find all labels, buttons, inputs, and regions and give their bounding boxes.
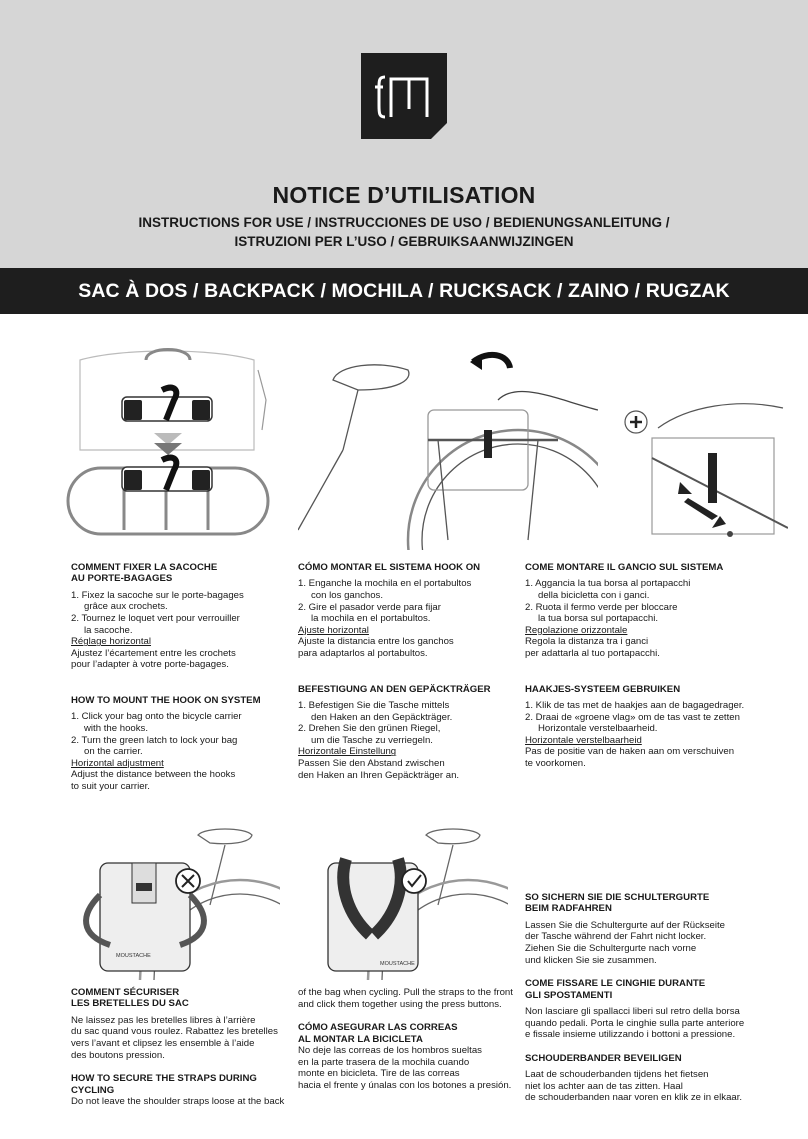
fr-sub: Réglage horizontal bbox=[71, 636, 152, 648]
es-step1b: con los ganchos. bbox=[311, 590, 383, 601]
s2-de-text2: der Tasche während der Fahrt nicht locker. bbox=[525, 931, 707, 943]
s2-it-heading2: GLI SPOSTAMENTI bbox=[525, 989, 613, 1001]
section1-col2 bbox=[298, 562, 513, 781]
de-step1b: den Haken an den Gepäckträger. bbox=[311, 711, 453, 723]
it-heading: COME MONTARE IL GANCIO SUL SISTEMA bbox=[525, 562, 724, 573]
s2-nl-heading: SCHOUDERBANDER BEVEILIGEN bbox=[525, 1052, 682, 1064]
straps-secured-illustration bbox=[298, 825, 508, 980]
en-step2a: 2. Turn the green latch to lock your bag bbox=[71, 734, 238, 746]
s2-it-text3: e fissale insieme utilizzando i bottoni a pressione. bbox=[525, 1029, 736, 1041]
header bbox=[0, 0, 808, 268]
fr-text2: pour l’adapter à votre porte-bagages. bbox=[71, 659, 229, 671]
section-band: SAC À DOS / BACKPACK / MOCHILA / RUCKSACK / ZAINO / RUGZAK bbox=[0, 268, 808, 314]
fr-text1: Ajustez l’écartement entre les crochets bbox=[71, 647, 236, 659]
s2-nl-text3: de schouderbanden naar voren en klik ze in elkaar. bbox=[525, 1092, 743, 1104]
fr-step2b: la sacoche. bbox=[84, 624, 133, 636]
de-step2b: um die Tasche zu verriegeln. bbox=[311, 734, 433, 746]
s2-fr-text1: Ne laissez pas les bretelles libres à l’arrière bbox=[71, 1014, 256, 1026]
fr-heading1: COMMENT FIXER LA SACOCHE bbox=[71, 562, 218, 573]
it-step2b: la tua borsa sul portapacchi. bbox=[538, 613, 658, 625]
fr-step2a: 2. Tournez le loquet vert pour verrouiller bbox=[71, 613, 240, 624]
nl-step2a: 2. Draai de «groene vlag» om de tas vast te zetten bbox=[525, 711, 740, 723]
s2-es-text1: No deje las correas de los hombros sueltas bbox=[298, 1045, 482, 1056]
section1-col3 bbox=[525, 562, 760, 770]
s2-es-text3: monte en bicicleta. Tire de las correas bbox=[298, 1068, 460, 1080]
es-heading: CÓMO MONTAR EL SISTEMA HOOK ON bbox=[298, 562, 481, 573]
nl-text1: Pas de positie van de haken aan om verschuiven bbox=[525, 746, 735, 758]
de-sub: Horizontale Einstellung bbox=[298, 746, 397, 758]
de-step1a: 1. Befestigen Sie die Tasche mittels bbox=[298, 699, 450, 711]
nl-step1: 1. Klik de tas met de haakjes aan de bagagedrager. bbox=[525, 699, 745, 711]
it-step1a: 1. Aggancia la tua borsa al portapacchi bbox=[525, 578, 691, 590]
section1-col1 bbox=[71, 562, 281, 793]
s2-it-heading1: COME FISSARE LE CINGHIE DURANTE bbox=[525, 978, 706, 990]
en-text1: Adjust the distance between the hooks bbox=[71, 769, 236, 781]
s2-fr-text2: du sac quand vous roulez. Rabattez les bretelles bbox=[71, 1026, 278, 1038]
es-text1: Ajuste la distancia entre los ganchos bbox=[298, 636, 454, 648]
s2-es-heading1: CÓMO ASEGURAR LAS CORREAS bbox=[298, 1022, 458, 1034]
nl-text2: te voorkomen. bbox=[525, 757, 586, 769]
section2-col2 bbox=[298, 987, 518, 1091]
fr-heading2: AU PORTE-BAGAGES bbox=[71, 573, 173, 585]
de-text2: den Haken an Ihren Gepäckträger an. bbox=[298, 769, 460, 781]
s2-en-text3: and click them together using the press buttons. bbox=[298, 998, 502, 1010]
s2-fr-text4: des boutons pression. bbox=[71, 1049, 165, 1061]
de-heading: BEFESTIGUNG AN DEN GEPÄCKTRÄGER bbox=[298, 683, 491, 695]
s2-fr-heading1: COMMENT SÉCURISER bbox=[71, 987, 180, 998]
de-step2a: 2. Drehen Sie den grünen Riegel, bbox=[298, 723, 441, 735]
nl-heading: HAAKJES-SYSTEEM GEBRUIKEN bbox=[525, 683, 681, 695]
en-step1b: with the hooks. bbox=[84, 722, 148, 734]
s2-de-heading1: SO SICHERN SIE DIE SCHULTERGURTE bbox=[525, 892, 710, 903]
en-step1a: 1. Click your bag onto the bicycle carrier bbox=[71, 711, 242, 723]
it-text2: per adattarla al tuo portapacchi. bbox=[525, 647, 660, 659]
it-step2a: 2. Ruota il fermo verde per bloccare bbox=[525, 601, 678, 613]
s2-es-heading2: AL MONTAR LA BICICLETA bbox=[298, 1033, 423, 1045]
section2-col1 bbox=[71, 987, 286, 1108]
s2-nl-text1: Laat de schouderbanden tijdens het fietsen bbox=[525, 1069, 709, 1081]
brand-logo bbox=[361, 53, 447, 139]
s2-en-text2: of the bag when cycling. Pull the straps to the front bbox=[298, 987, 513, 998]
s2-es-text2: en la parte trasera de la mochila cuando bbox=[298, 1056, 470, 1068]
es-sub: Ajuste horizontal bbox=[298, 624, 369, 636]
es-text2: para adaptarlos al portabultos. bbox=[298, 647, 428, 659]
s2-fr-text3: vers l’avant et clipsez les ensemble à l’aide bbox=[71, 1038, 255, 1049]
page-subtitle-line1: INSTRUCTIONS FOR USE / INSTRUCCIONES DE USO / BEDIENUNGSANLEITUNG / bbox=[138, 215, 670, 230]
it-step1b: della bicicletta con i ganci. bbox=[538, 590, 650, 601]
s2-nl-text2: niet los achter aan de tas zitten. Haal bbox=[525, 1080, 683, 1092]
it-sub: Regolazione orizzontale bbox=[525, 624, 628, 636]
s2-fr-heading2: LES BRETELLES DU SAC bbox=[71, 998, 189, 1010]
section2-col3 bbox=[525, 892, 765, 1104]
es-step2b: la mochila en el portabultos. bbox=[311, 613, 431, 625]
s2-es-text4: hacia el frente y únalas con los botones a presión. bbox=[298, 1079, 512, 1091]
es-step2a: 2. Gire el pasador verde para fijar bbox=[298, 601, 441, 613]
s2-de-text4: und klicken Sie sie zusammen. bbox=[525, 954, 657, 966]
screw-detail-illustration bbox=[618, 398, 788, 540]
s2-en-text1: Do not leave the shoulder straps loose at the back bbox=[71, 1096, 285, 1107]
nl-sub: Horizontale verstelbaarheid bbox=[525, 734, 642, 746]
hook-mount-illustration bbox=[62, 340, 274, 555]
de-text1: Passen Sie den Abstand zwischen bbox=[298, 757, 445, 769]
straps-loose-illustration bbox=[70, 825, 280, 980]
nl-step2b: Horizontale verstelbaarheid. bbox=[538, 723, 658, 735]
s2-de-text3: Ziehen Sie die Schultergurte nach vorne bbox=[525, 943, 697, 954]
s2-en-heading: HOW TO SECURE THE STRAPS DURING CYCLING bbox=[71, 1073, 257, 1096]
s2-de-text1: Lassen Sie die Schultergurte auf der Rückseite bbox=[525, 919, 725, 931]
it-text1: Regola la distanza tra i ganci bbox=[525, 636, 649, 648]
s2-it-text2: quando pedali. Porta le cinghie sulla parte anteriore bbox=[525, 1017, 745, 1029]
bag-brand-label-1: MOUSTACHE bbox=[116, 953, 151, 959]
bag-brand-label-2: MOUSTACHE bbox=[380, 961, 415, 967]
fr-step1b: grâce aux crochets. bbox=[84, 601, 168, 613]
en-step2b: on the carrier. bbox=[84, 746, 143, 758]
es-step1a: 1. Enganche la mochila en el portabultos bbox=[298, 578, 472, 590]
s2-it-text1: Non lasciare gli spallacci liberi sul retro della borsa bbox=[525, 1006, 740, 1017]
bike-rear-illustration bbox=[298, 340, 598, 550]
s2-de-heading2: BEIM RADFAHREN bbox=[525, 903, 612, 915]
en-heading: HOW TO MOUNT THE HOOK ON SYSTEM bbox=[71, 694, 261, 706]
page-title: NOTICE D’UTILISATION bbox=[272, 182, 536, 208]
page-subtitle-line2: ISTRUZIONI PER L’USO / GEBRUIKSAANWIJZINGEN bbox=[234, 234, 574, 249]
en-sub: Horizontal adjustment bbox=[71, 757, 164, 769]
fr-step1a: 1. Fixez la sacoche sur le porte-bagages bbox=[71, 589, 244, 601]
en-text2: to suit your carrier. bbox=[71, 780, 150, 792]
